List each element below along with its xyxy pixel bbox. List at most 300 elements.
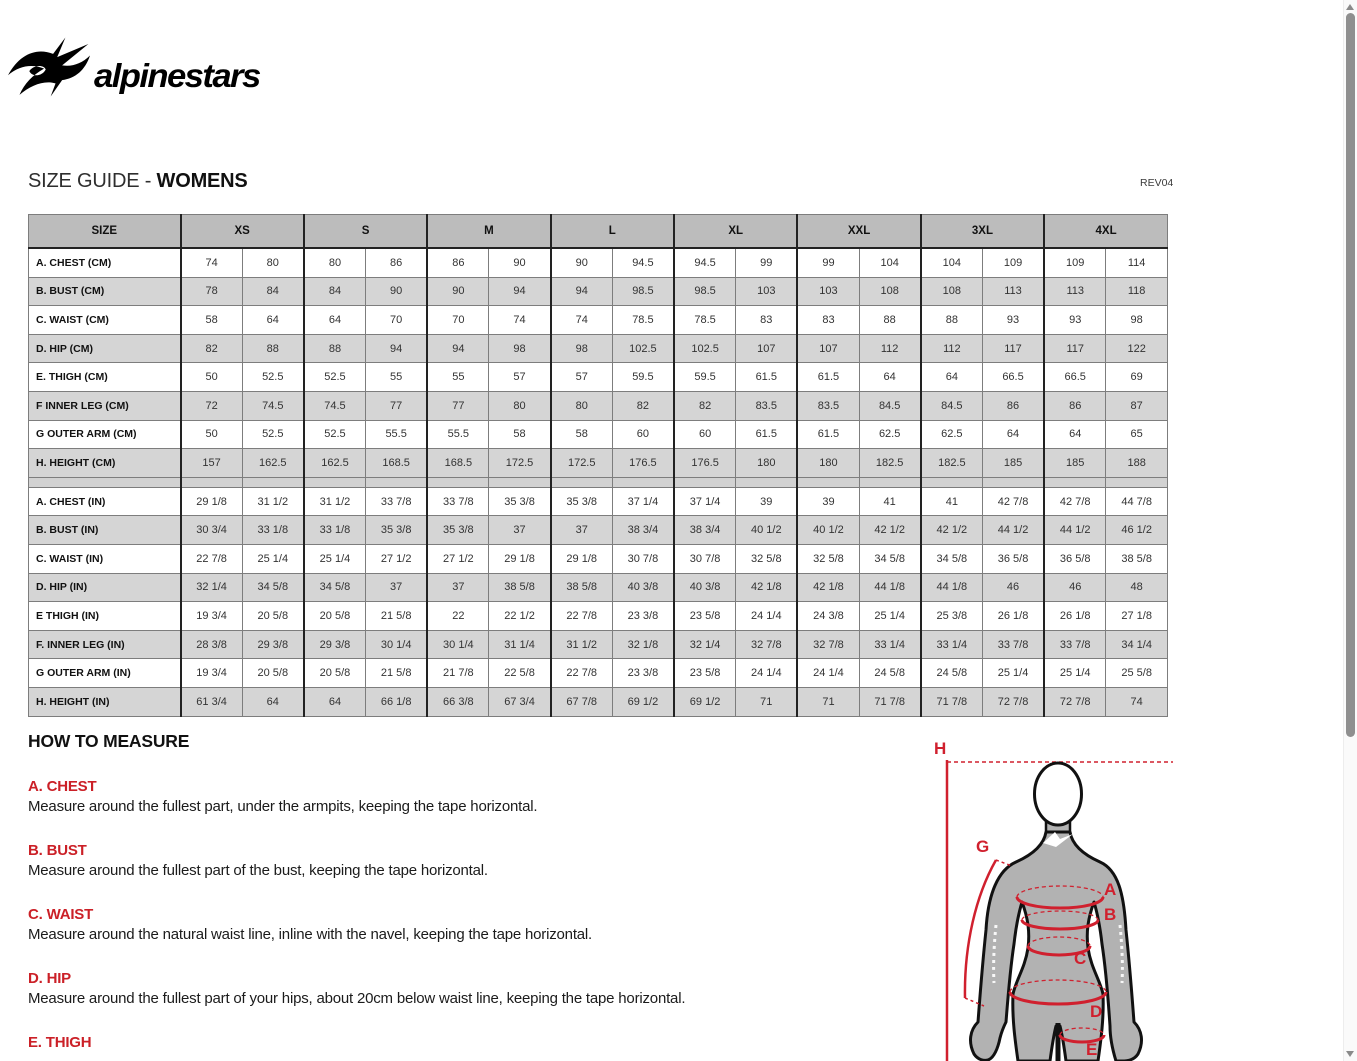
value-cell: 42 1/8 [736,573,798,602]
value-cell: 48 [1106,573,1168,602]
value-cell: 94 [551,277,613,306]
value-cell: 42 7/8 [1044,487,1106,516]
value-cell: 23 5/8 [674,659,736,688]
value-cell: 182.5 [921,449,983,478]
value-cell: 20 5/8 [242,659,304,688]
measure-text: Measure around the fullest part, under the armpits, keeping the tape horizontal. [28,798,538,815]
value-cell: 185 [982,449,1044,478]
size-col-header: M [427,215,550,249]
value-cell: 78.5 [612,306,674,335]
value-cell: 35 3/8 [427,516,489,545]
value-cell: 109 [982,248,1044,277]
value-cell: 61.5 [736,420,798,449]
value-cell: 84 [242,277,304,306]
value-cell: 69 1/2 [612,687,674,716]
value-cell: 32 5/8 [736,544,798,573]
value-cell: 46 1/2 [1106,516,1168,545]
value-cell: 33 1/8 [242,516,304,545]
revision-label: REV04 [1140,177,1174,189]
value-cell: 98.5 [674,277,736,306]
value-cell: 118 [1106,277,1168,306]
value-cell: 82 [674,391,736,420]
value-cell: 36 5/8 [1044,544,1106,573]
value-cell: 33 7/8 [427,487,489,516]
value-cell: 35 3/8 [551,487,613,516]
size-col-header: 3XL [921,215,1044,249]
value-cell: 90 [427,277,489,306]
value-cell: 103 [736,277,798,306]
value-cell: 57 [551,363,613,392]
measure-section-chest [28,778,908,815]
figure-label-d: D [1090,1002,1103,1021]
value-cell: 108 [859,277,921,306]
value-cell: 64 [982,420,1044,449]
page-title [28,170,248,193]
value-cell: 25 1/4 [304,544,366,573]
value-cell: 117 [982,334,1044,363]
value-cell: 176.5 [674,449,736,478]
value-cell: 62.5 [859,420,921,449]
value-cell: 74.5 [304,391,366,420]
value-cell: 83.5 [797,391,859,420]
value-cell: 113 [982,277,1044,306]
value-cell: 98 [1106,306,1168,335]
value-cell: 66.5 [1044,363,1106,392]
value-cell: 40 1/2 [736,516,798,545]
row-label-cell: D. HIP (CM) [29,334,181,363]
value-cell: 185 [1044,449,1106,478]
value-cell: 37 [366,573,428,602]
value-cell: 20 5/8 [304,602,366,631]
value-cell: 162.5 [304,449,366,478]
value-cell: 41 [921,487,983,516]
table-row [29,306,1168,335]
value-cell: 26 1/8 [982,602,1044,631]
value-cell: 21 7/8 [427,659,489,688]
value-cell: 64 [242,687,304,716]
value-cell: 99 [736,248,798,277]
value-cell: 61 3/4 [181,687,243,716]
value-cell: 32 1/8 [612,630,674,659]
table-row [29,334,1168,363]
value-cell: 109 [1044,248,1106,277]
how-to-measure [28,731,908,1061]
measure-section-thigh [28,1034,908,1051]
value-cell: 25 1/4 [242,544,304,573]
value-cell: 20 5/8 [242,602,304,631]
value-cell: 87 [1106,391,1168,420]
value-cell: 22 7/8 [181,544,243,573]
value-cell: 41 [859,487,921,516]
row-label-cell: C. WAIST (CM) [29,306,181,335]
value-cell: 80 [489,391,551,420]
value-cell: 64 [304,306,366,335]
table-row [29,602,1168,631]
value-cell: 35 3/8 [366,516,428,545]
size-table [28,214,1168,717]
value-cell: 84.5 [859,391,921,420]
value-cell: 24 1/4 [797,659,859,688]
value-cell: 78 [181,277,243,306]
size-col-header: XL [674,215,797,249]
value-cell: 34 1/4 [1106,630,1168,659]
value-cell: 60 [612,420,674,449]
value-cell: 44 1/2 [1044,516,1106,545]
value-cell: 113 [1044,277,1106,306]
value-cell: 71 7/8 [921,687,983,716]
measure-text: Measure around the fullest part of your hips, about 20cm below waist line, keeping the tape horizontal. [28,990,686,1007]
value-cell: 30 7/8 [612,544,674,573]
outer-arm-dash-top [996,860,1012,866]
value-cell: 23 5/8 [674,602,736,631]
value-cell: 64 [304,687,366,716]
row-label-cell: G OUTER ARM (CM) [29,420,181,449]
value-cell: 82 [181,334,243,363]
measure-label: D. HIP [28,970,71,987]
alpinestars-logo [8,30,260,104]
size-col-header: L [551,215,674,249]
value-cell: 107 [736,334,798,363]
value-cell: 102.5 [674,334,736,363]
value-cell: 33 1/4 [859,630,921,659]
row-label-cell: F INNER LEG (CM) [29,391,181,420]
value-cell: 46 [982,573,1044,602]
value-cell: 65 [1106,420,1168,449]
value-cell: 74 [181,248,243,277]
value-cell: 32 1/4 [674,630,736,659]
value-cell: 64 [859,363,921,392]
value-cell: 99 [797,248,859,277]
value-cell: 64 [921,363,983,392]
value-cell: 22 7/8 [551,659,613,688]
value-cell: 44 1/8 [859,573,921,602]
value-cell: 72 7/8 [982,687,1044,716]
figure-label-e: E [1086,1040,1098,1059]
value-cell: 24 5/8 [859,659,921,688]
value-cell: 28 3/8 [181,630,243,659]
value-cell: 64 [242,306,304,335]
value-cell: 31 1/4 [489,630,551,659]
body-diagram [920,730,1180,1061]
value-cell: 33 7/8 [366,487,428,516]
value-cell: 58 [489,420,551,449]
value-cell: 52.5 [304,363,366,392]
value-cell: 180 [797,449,859,478]
value-cell: 157 [181,449,243,478]
value-cell: 23 3/8 [612,602,674,631]
value-cell: 94 [489,277,551,306]
value-cell: 33 1/8 [304,516,366,545]
value-cell: 90 [366,277,428,306]
value-cell: 24 3/8 [797,602,859,631]
value-cell: 52.5 [242,363,304,392]
value-cell: 168.5 [427,449,489,478]
value-cell: 59.5 [612,363,674,392]
value-cell: 172.5 [489,449,551,478]
scroll-up-icon[interactable] [1346,4,1354,10]
table-row [29,687,1168,716]
value-cell: 32 7/8 [736,630,798,659]
size-col-header: 4XL [1044,215,1167,249]
value-cell: 66 3/8 [427,687,489,716]
value-cell: 24 1/4 [736,602,798,631]
scroll-down-icon[interactable] [1346,1051,1354,1057]
value-cell: 71 [797,687,859,716]
figure-label-c: C [1074,949,1087,968]
value-cell: 26 1/8 [1044,602,1106,631]
value-cell: 102.5 [612,334,674,363]
value-cell: 21 5/8 [366,659,428,688]
value-cell: 34 5/8 [921,544,983,573]
measure-label: B. BUST [28,842,87,859]
value-cell: 90 [551,248,613,277]
row-label-cell: A. CHEST (CM) [29,248,181,277]
value-cell: 32 7/8 [797,630,859,659]
value-cell: 52.5 [242,420,304,449]
value-cell: 25 1/4 [982,659,1044,688]
value-cell: 55 [427,363,489,392]
size-col-header: XS [181,215,304,249]
value-cell: 32 1/4 [181,573,243,602]
value-cell: 117 [1044,334,1106,363]
value-cell: 71 7/8 [859,687,921,716]
row-label-cell: E THIGH (IN) [29,602,181,631]
measure-text: Measure around the natural waist line, inline with the navel, keeping the tape horizontal. [28,926,593,943]
value-cell: 58 [181,306,243,335]
value-cell: 38 5/8 [489,573,551,602]
table-row [29,420,1168,449]
value-cell: 86 [427,248,489,277]
table-row [29,391,1168,420]
value-cell: 33 1/4 [921,630,983,659]
value-cell: 66.5 [982,363,1044,392]
value-cell: 40 1/2 [797,516,859,545]
value-cell: 25 1/4 [859,602,921,631]
value-cell: 60 [674,420,736,449]
value-cell: 20 5/8 [304,659,366,688]
row-label-cell: E. THIGH (CM) [29,363,181,392]
value-cell: 72 [181,391,243,420]
measurement-figure [920,730,1180,1061]
value-cell: 34 5/8 [242,573,304,602]
value-cell: 94.5 [674,248,736,277]
measure-label: E. THIGH [28,1034,92,1051]
value-cell: 114 [1106,248,1168,277]
value-cell: 112 [859,334,921,363]
value-cell: 162.5 [242,449,304,478]
table-row [29,516,1168,545]
value-cell: 71 [736,687,798,716]
value-cell: 84.5 [921,391,983,420]
value-cell: 38 5/8 [551,573,613,602]
row-label-cell: A. CHEST (IN) [29,487,181,516]
value-cell: 74 [551,306,613,335]
value-cell: 55.5 [366,420,428,449]
value-cell: 94 [366,334,428,363]
value-cell: 67 3/4 [489,687,551,716]
alpinestars-star-icon [8,34,90,100]
table-row [29,544,1168,573]
value-cell: 19 3/4 [181,659,243,688]
value-cell: 108 [921,277,983,306]
value-cell: 61.5 [797,420,859,449]
value-cell: 34 5/8 [304,573,366,602]
value-cell: 70 [427,306,489,335]
value-cell: 98 [489,334,551,363]
table-row [29,630,1168,659]
value-cell: 80 [304,248,366,277]
value-cell: 25 5/8 [1106,659,1168,688]
value-cell: 42 1/2 [859,516,921,545]
title-prefix: SIZE GUIDE - [28,170,157,192]
table-row [29,449,1168,478]
value-cell: 168.5 [366,449,428,478]
value-cell: 172.5 [551,449,613,478]
value-cell: 31 1/2 [551,630,613,659]
value-cell: 19 3/4 [181,602,243,631]
value-cell: 107 [797,334,859,363]
value-cell: 83 [797,306,859,335]
value-cell: 44 1/2 [982,516,1044,545]
value-cell: 80 [242,248,304,277]
value-cell: 27 1/8 [1106,602,1168,631]
measure-label: A. CHEST [28,778,97,795]
value-cell: 22 7/8 [551,602,613,631]
value-cell: 55.5 [427,420,489,449]
value-cell: 83.5 [736,391,798,420]
table-row [29,659,1168,688]
value-cell: 38 5/8 [1106,544,1168,573]
value-cell: 39 [797,487,859,516]
value-cell: 21 5/8 [366,602,428,631]
row-label-cell: B. BUST (IN) [29,516,181,545]
table-row [29,487,1168,516]
value-cell: 22 [427,602,489,631]
value-cell: 84 [304,277,366,306]
value-cell: 33 7/8 [982,630,1044,659]
size-col-header: S [304,215,427,249]
value-cell: 88 [242,334,304,363]
scrollbar-thumb[interactable] [1346,13,1355,737]
value-cell: 40 3/8 [612,573,674,602]
figure-label-h: H [934,739,947,758]
value-cell: 74 [1106,687,1168,716]
value-cell: 24 1/4 [736,659,798,688]
measure-section-waist [28,906,908,943]
value-cell: 88 [304,334,366,363]
value-cell: 80 [551,391,613,420]
value-cell: 37 1/4 [674,487,736,516]
measure-section-hip [28,970,908,1007]
measure-section-bust [28,842,908,879]
row-label-cell: D. HIP (IN) [29,573,181,602]
value-cell: 61.5 [736,363,798,392]
value-cell: 33 7/8 [1044,630,1106,659]
table-row [29,363,1168,392]
value-cell: 25 3/8 [921,602,983,631]
table-row [29,573,1168,602]
value-cell: 31 1/2 [304,487,366,516]
value-cell: 39 [736,487,798,516]
value-cell: 103 [797,277,859,306]
how-to-measure-heading: HOW TO MEASURE [28,731,190,751]
value-cell: 42 7/8 [982,487,1044,516]
table-row [29,248,1168,277]
value-cell: 35 3/8 [489,487,551,516]
size-header-cell: SIZE [29,215,181,249]
value-cell: 98 [551,334,613,363]
brand-wordmark: alpinestars [94,57,260,94]
value-cell: 59.5 [674,363,736,392]
size-col-header: XXL [797,215,920,249]
measure-text: Measure around the fullest part of the bust, keeping the tape horizontal. [28,862,488,879]
value-cell: 44 1/8 [921,573,983,602]
scrollbar-track[interactable] [1343,0,1357,1061]
value-cell: 29 3/8 [304,630,366,659]
value-cell: 176.5 [612,449,674,478]
value-cell: 70 [366,306,428,335]
title-womens: WOMENS [156,170,248,192]
value-cell: 66 1/8 [366,687,428,716]
value-cell: 78.5 [674,306,736,335]
value-cell: 69 [1106,363,1168,392]
figure-label-g: G [976,837,990,856]
value-cell: 50 [181,420,243,449]
value-cell: 188 [1106,449,1168,478]
value-cell: 27 1/2 [427,544,489,573]
value-cell: 93 [1044,306,1106,335]
value-cell: 72 7/8 [1044,687,1106,716]
value-cell: 46 [1044,573,1106,602]
value-cell: 112 [921,334,983,363]
value-cell: 32 5/8 [797,544,859,573]
value-cell: 29 3/8 [242,630,304,659]
value-cell: 94 [427,334,489,363]
value-cell: 24 5/8 [921,659,983,688]
measure-label: C. WAIST [28,906,94,923]
value-cell: 40 3/8 [674,573,736,602]
value-cell: 50 [181,363,243,392]
value-cell: 37 [551,516,613,545]
value-cell: 82 [612,391,674,420]
value-cell: 77 [427,391,489,420]
value-cell: 62.5 [921,420,983,449]
value-cell: 58 [551,420,613,449]
value-cell: 55 [366,363,428,392]
value-cell: 27 1/2 [366,544,428,573]
value-cell: 88 [859,306,921,335]
value-cell: 38 3/4 [674,516,736,545]
value-cell: 61.5 [797,363,859,392]
value-cell: 38 3/4 [612,516,674,545]
value-cell: 30 1/4 [427,630,489,659]
value-cell: 69 1/2 [674,687,736,716]
value-cell: 90 [489,248,551,277]
separator-row [29,477,1168,487]
value-cell: 30 1/4 [366,630,428,659]
value-cell: 37 [427,573,489,602]
value-cell: 34 5/8 [859,544,921,573]
value-cell: 93 [982,306,1044,335]
value-cell: 122 [1106,334,1168,363]
value-cell: 67 7/8 [551,687,613,716]
value-cell: 37 1/4 [612,487,674,516]
value-cell: 57 [489,363,551,392]
figure-label-a: A [1104,880,1117,899]
value-cell: 25 1/4 [1044,659,1106,688]
size-table-head-row [29,215,1168,249]
row-label-cell: F. INNER LEG (IN) [29,630,181,659]
